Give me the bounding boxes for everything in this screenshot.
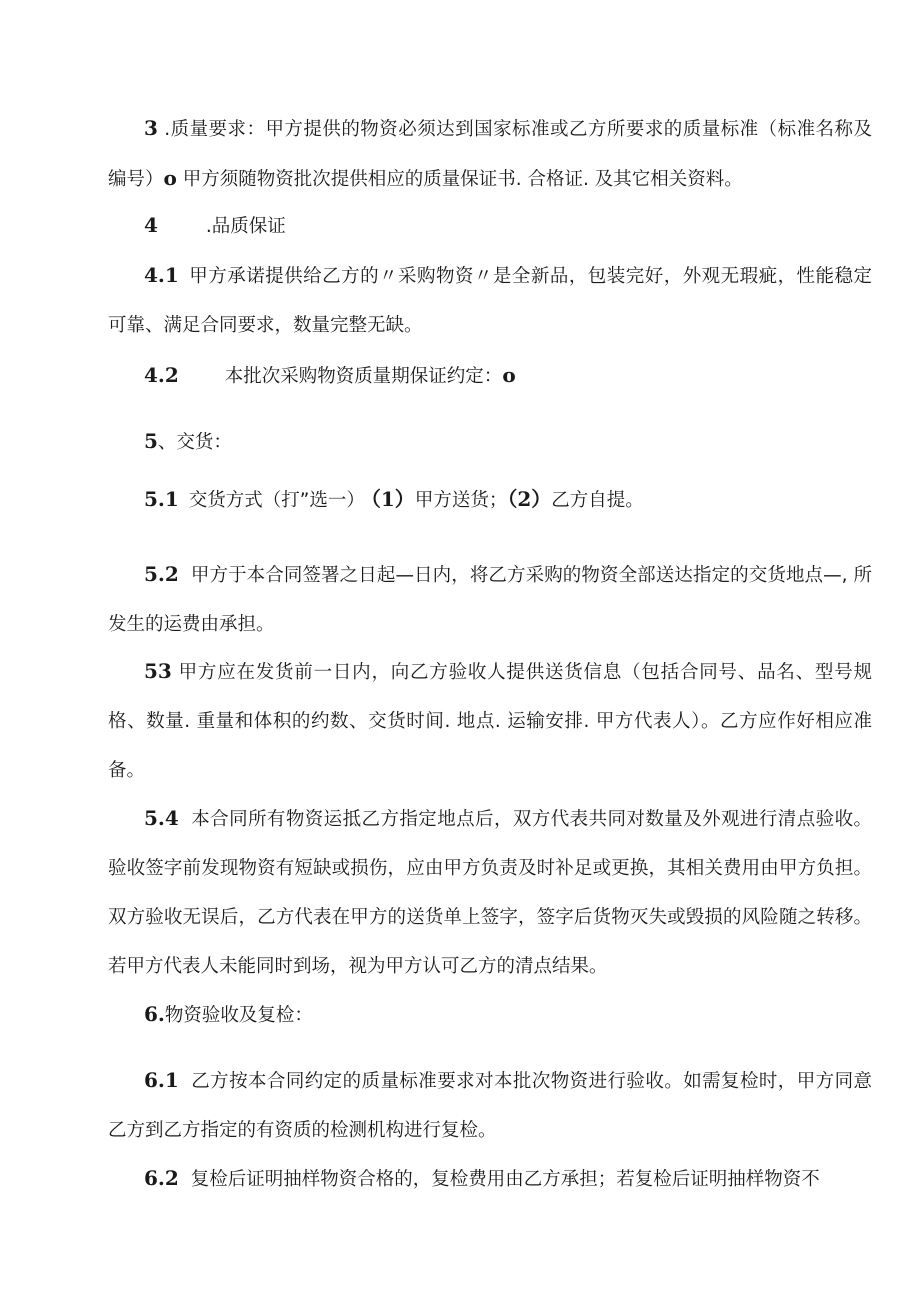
- clause-number: 3: [144, 116, 158, 140]
- clause-4-quality-assurance: [108, 201, 872, 251]
- clause-text: 乙方按本合同约定的质量标准要求对本批次物资进行验收。如需复检时，甲方同意乙方到乙方指定的有资质的检测机构进行复检。: [108, 1071, 872, 1141]
- clause-4-2: [108, 351, 872, 401]
- clause-number: 6.2: [144, 1166, 179, 1190]
- clause-5-4: [108, 794, 872, 991]
- clause-5-delivery: [108, 417, 872, 467]
- clause-text: 物资验收及复检：: [164, 1005, 313, 1026]
- clause-number: 6.1: [144, 1068, 179, 1092]
- clause-text-a: 交货方式（打”选一）: [188, 490, 365, 511]
- clause-5-2: [108, 550, 872, 649]
- option-2: （2）: [507, 487, 552, 511]
- clause-number: 5: [144, 429, 158, 453]
- clause-5-3: [108, 647, 872, 795]
- clause-number: 6.: [144, 1002, 165, 1026]
- clause-text-c: 乙方自提。: [551, 490, 644, 511]
- clause-o-mark: o: [502, 363, 516, 387]
- clause-text-b: 甲方送货；: [414, 490, 508, 511]
- clause-6-inspection: [108, 990, 872, 1040]
- clause-6-1: [108, 1056, 872, 1155]
- clause-4-1: [108, 251, 872, 350]
- clause-text: 本批次采购物资质量期保证约定：: [224, 366, 503, 387]
- clause-o-mark: o: [163, 166, 177, 190]
- clause-number: 5.1: [144, 487, 179, 511]
- clause-number: 4.1: [144, 263, 179, 287]
- clause-text: .品质保证: [205, 216, 286, 237]
- option-1: （1）: [370, 487, 415, 511]
- clause-number: 5.2: [144, 562, 179, 586]
- clause-number: 53: [144, 659, 172, 683]
- clause-number: 4: [144, 213, 158, 237]
- clause-text: 复检后证明抽样物资合格的，复检费用由乙方承担；若复检后证明抽样物资不: [190, 1169, 820, 1190]
- clause-text: 甲方于本合同签署之日起—日内，将乙方采购的物资全部送达指定的交货地点—, 所发生的运费由承担。: [108, 565, 872, 635]
- clause-text: 甲方应在发货前一日内，向乙方验收人提供送货信息（包括合同号、品名、型号规格、数量. 重量和体积的约数、交货时间. 地点. 运输安排. 甲方代表人）。乙方应作好相应准备。: [108, 662, 872, 781]
- clause-6-2: [108, 1154, 872, 1204]
- clause-text: 甲方承诺提供给乙方的〃采购物资〃是全新品，包装完好，外观无瑕疵，性能稳定可靠、满足合同要求，数量完整无缺。: [108, 266, 872, 336]
- clause-text: 、交货：: [157, 432, 232, 453]
- clause-text: 本合同所有物资运抵乙方指定地点后，双方代表共同对数量及外观进行清点验收。验收签字前发现物资有短缺或损伤，应由甲方负责及时补足或更换，其相关费用由甲方负担。双方验收无误后，乙方代表在甲方的送货单上签字，签字后货物灭失或毁损的风险随之转移。若甲方代表人未能同时到场，视为甲方认可乙方的清点结果。: [108, 809, 872, 977]
- clause-text-rest: 甲方须随物资批次提供相应的质量保证书. 合格证. 及其它相关资料。: [176, 169, 743, 190]
- clause-5-1: [108, 475, 872, 525]
- clause-3-quality-requirements: [108, 104, 872, 204]
- clause-number: 4.2: [144, 363, 179, 387]
- clause-number: 5.4: [144, 806, 179, 830]
- clause-text: .质量要求：甲方提供的物资必须达到国家标准或乙方所要求的质量标准（标准名称及编号）: [108, 119, 872, 190]
